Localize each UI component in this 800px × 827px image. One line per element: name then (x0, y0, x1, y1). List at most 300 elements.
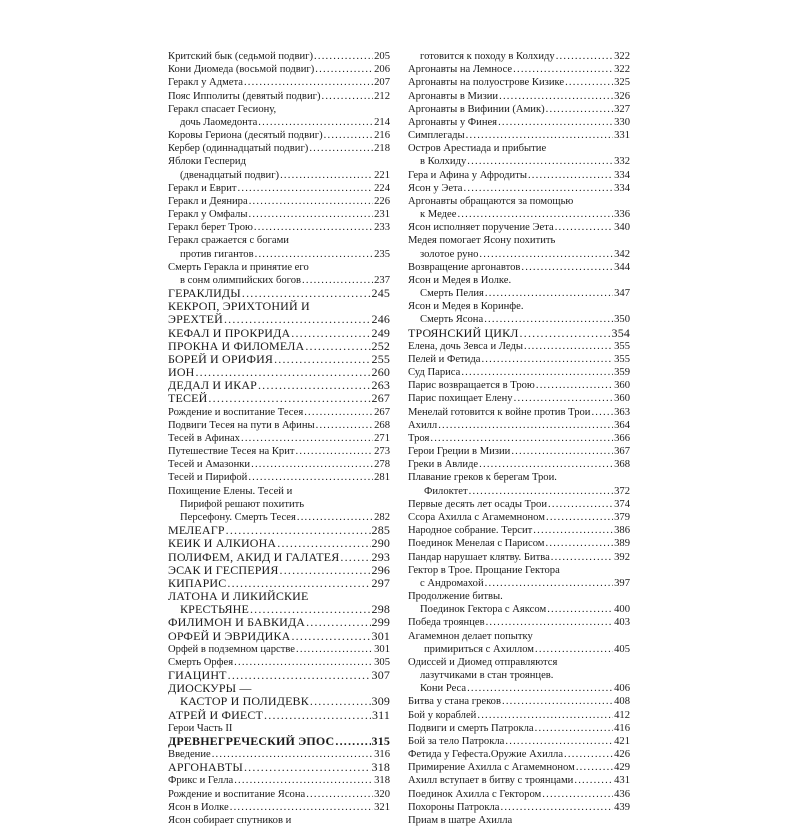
dot-leader (324, 129, 373, 142)
toc-entry (408, 313, 630, 326)
dot-leader (297, 511, 373, 524)
toc-entry-title: Продолжение битвы. (408, 591, 503, 603)
toc-entry-page-number: 271 (374, 432, 390, 444)
dot-leader (316, 419, 374, 432)
dot-leader (535, 643, 613, 656)
dot-leader (224, 313, 371, 326)
toc-entry (408, 788, 630, 801)
toc-entry-title: Ясон и Медея в Коринфе. (408, 301, 524, 313)
toc-entry-page-number: 318 (371, 760, 390, 775)
dot-leader (546, 537, 614, 550)
toc-entry (408, 458, 630, 471)
toc-entry-page-number: 268 (374, 419, 390, 431)
toc-entry (408, 616, 630, 629)
toc-entry-page-number: 416 (614, 722, 630, 734)
toc-entry (408, 116, 630, 129)
dot-leader (438, 419, 613, 432)
toc-entry-title: Орфей в подземном царстве (168, 643, 296, 655)
toc-entry (408, 590, 630, 603)
dot-leader (469, 485, 614, 498)
toc-entry (408, 432, 630, 445)
toc-entry (408, 524, 630, 537)
toc-entry-page-number: 334 (614, 182, 630, 194)
dot-leader (591, 406, 613, 419)
toc-entry (168, 248, 390, 261)
toc-entry-title: примириться с Ахиллом (424, 643, 534, 655)
toc-entry-title: (двенадцатый подвиг) (180, 169, 280, 181)
toc-entry-title: Поединок Гектора с Аяксом (420, 604, 547, 616)
dot-leader (542, 788, 613, 801)
toc-column-left (168, 50, 390, 827)
toc-entry-title: с Андромахой (420, 577, 484, 589)
toc-entry (408, 643, 630, 656)
toc-entry-page-number: 206 (374, 64, 390, 76)
toc-entry-title: Путешествие Тесея на Крит (168, 446, 295, 458)
dot-leader (565, 76, 613, 89)
toc-entry (168, 485, 390, 498)
toc-entry-page-number: 350 (614, 314, 630, 326)
toc-entry-title: Битва у стана греков (408, 696, 501, 708)
dot-leader (340, 551, 370, 564)
toc-entry-page-number: 355 (614, 353, 630, 365)
toc-entry-page-number: 360 (614, 380, 630, 392)
toc-entry (168, 76, 390, 89)
toc-entry-page-number: 400 (614, 604, 630, 616)
toc-entry-title: Кони Реса (420, 683, 467, 695)
toc-entry-page-number: 340 (614, 222, 630, 234)
toc-entry-title: Тесей в Афинах (168, 432, 240, 444)
toc-entry (408, 682, 630, 695)
toc-entry (408, 76, 630, 89)
toc-entry-page-number: 226 (374, 195, 390, 207)
dot-leader (486, 616, 614, 629)
dot-leader (251, 458, 373, 471)
toc-entry-page-number: 318 (374, 775, 390, 787)
toc-entry-title: ДИОСКУРЫ — (168, 681, 252, 696)
toc-entry-page-number: 436 (614, 788, 630, 800)
dot-leader (481, 353, 613, 366)
toc-entry (168, 129, 390, 142)
toc-entry-page-number: 412 (614, 709, 630, 721)
toc-entry-page-number: 431 (614, 775, 630, 787)
toc-entry (408, 814, 630, 827)
toc-entry-page-number: 311 (371, 707, 390, 722)
toc-entry (408, 735, 630, 748)
dot-leader (546, 511, 613, 524)
toc-entry (168, 313, 390, 326)
toc-entry-title: КАСТОР И ПОЛИДЕВК (180, 694, 309, 709)
toc-entry (408, 630, 630, 643)
toc-entry-page-number: 216 (374, 130, 390, 142)
toc-entry-title: Пандар нарушает клятву. Битва (408, 551, 550, 563)
toc-entry-title: ЭРЕХТЕЙ (168, 312, 223, 327)
toc-entry-page-number: 322 (614, 64, 630, 76)
toc-entry-page-number: 364 (614, 419, 630, 431)
toc-entry-page-number: 325 (614, 77, 630, 89)
dot-leader (234, 656, 373, 669)
toc-entry-title: Кони Диомеда (восьмой подвиг) (168, 64, 315, 76)
toc-entry-page-number: 354 (611, 325, 630, 340)
toc-entry (408, 485, 630, 498)
dot-leader (467, 155, 613, 168)
toc-entry-title: Герои Часть II (168, 722, 233, 734)
dot-leader (258, 379, 371, 392)
toc-entry-title: Геракл сражается с богами (168, 235, 289, 247)
toc-entry-title: ЭСАК И ГЕСПЕРИЯ (168, 562, 279, 577)
dot-leader (477, 709, 613, 722)
toc-entry (408, 234, 630, 247)
toc-entry (408, 669, 630, 682)
toc-entry (408, 221, 630, 234)
toc-entry-title: Аргонавты обращаются за помощью (408, 195, 574, 207)
toc-entry (408, 287, 630, 300)
toc-entry-title: ГЕРАКЛИДЫ (168, 286, 241, 301)
toc-entry-title: Ахилл (408, 419, 438, 431)
toc-entry-title: Парис возвращается в Трою (408, 380, 535, 392)
dot-leader (264, 709, 371, 722)
dot-leader (321, 90, 373, 103)
toc-entry (168, 392, 390, 405)
toc-entry-title: ИОН (168, 365, 195, 380)
toc-entry-page-number: 379 (614, 512, 630, 523)
dot-leader (485, 577, 613, 590)
dot-leader (310, 695, 371, 708)
toc-entry-page-number: 408 (614, 696, 630, 708)
toc-entry-title: Елена, дочь Зевса и Леды (408, 340, 523, 352)
toc-entry-title: Поединок Менелая с Парисом (408, 538, 545, 550)
dot-leader (535, 722, 613, 735)
toc-entry-page-number: 235 (374, 248, 390, 260)
toc-entry-page-number: 321 (374, 801, 390, 813)
toc-entry-title: Ясон в Иолке (168, 801, 229, 813)
dot-leader (296, 643, 373, 656)
toc-entry (408, 274, 630, 287)
toc-entry (408, 169, 630, 182)
toc-entry-page-number: 260 (371, 365, 390, 380)
toc-entry-page-number: 360 (614, 393, 630, 405)
toc-entry-page-number: 330 (614, 116, 630, 128)
dot-leader (485, 287, 613, 300)
toc-entry-page-number: 363 (614, 406, 630, 418)
dot-leader (304, 406, 373, 419)
toc-entry (168, 353, 390, 366)
toc-entry (408, 761, 630, 774)
dot-leader (258, 116, 373, 129)
toc-entry-title: Поединок Ахилла с Гектором (408, 788, 542, 800)
toc-entry (408, 537, 630, 550)
toc-entry-title: Аргонавты на Лемносе (408, 64, 513, 76)
toc-entry-page-number: 392 (614, 551, 630, 563)
toc-entry (168, 722, 390, 735)
dot-leader (244, 761, 371, 774)
toc-entry-title: Тесей и Пирифой (168, 472, 248, 484)
toc-entry-title: Ясон и Медея в Иолке. (408, 274, 512, 286)
toc-entry (168, 155, 390, 168)
dot-leader (514, 392, 614, 405)
toc-entry-title: Ясон исполняет поручение Эета (408, 222, 554, 234)
dot-leader (484, 313, 613, 326)
dot-leader (505, 735, 613, 748)
dot-leader (551, 551, 613, 564)
toc-entry (168, 103, 390, 116)
toc-entry (168, 774, 390, 787)
dot-leader (479, 248, 613, 261)
toc-entry-title: КЕФАЛ И ПРОКРИДА (168, 325, 291, 340)
dot-leader (502, 695, 613, 708)
dot-leader (528, 169, 613, 182)
toc-entry-page-number: 307 (371, 668, 390, 683)
dot-leader (254, 221, 373, 234)
toc-entry-title: Геракл берет Трою (168, 222, 253, 234)
toc-entry-title: КЕИК И АЛКИОНА (168, 536, 277, 551)
toc-entry-title: Примирение Ахилла с Агамемноном (408, 762, 575, 774)
dot-leader (464, 182, 614, 195)
toc-entry-page-number: 355 (614, 340, 630, 352)
toc-entry-page-number: 298 (371, 602, 390, 617)
dot-leader (548, 498, 613, 511)
toc-entry-page-number: 273 (374, 446, 390, 458)
toc-entry-page-number: 305 (374, 656, 390, 668)
toc-entry (168, 761, 390, 774)
toc-entry-title: лазутчиками в стан троянцев. (420, 670, 554, 682)
toc-entry-title: Симплегады (408, 130, 465, 142)
toc-entry-title: Греки в Авлиде (408, 459, 479, 471)
toc-entry (168, 445, 390, 458)
dot-leader (248, 471, 373, 484)
toc-entry (168, 472, 390, 485)
toc-entry-title: Менелай готовится к войне против Трои (408, 406, 591, 418)
toc-entry (168, 419, 390, 432)
toc-entry-page-number: 263 (371, 378, 390, 393)
toc-entry-title: Парис похищает Елену (408, 393, 513, 405)
toc-entry-page-number: 282 (374, 512, 390, 523)
toc-entry-title: Медея помогает Ясону похитить (408, 235, 556, 247)
toc-entry-page-number: 327 (614, 103, 630, 115)
toc-entry-title: Пояс Ипполиты (девятый подвиг) (168, 90, 321, 102)
toc-entry-title: Фрикс и Гелла (168, 775, 234, 787)
toc-entry-title: МЕЛЕАГР (168, 523, 225, 538)
toc-entry-title: ОРФЕЙ И ЭВРИДИКА (168, 628, 291, 643)
toc-entry (168, 142, 390, 155)
dot-leader (280, 564, 371, 577)
toc-entry (408, 103, 630, 116)
toc-entry (408, 50, 630, 63)
toc-entry-title: Подвиги Тесея на пути в Афины (168, 419, 315, 431)
toc-entry-page-number: 426 (614, 749, 630, 761)
dot-leader (291, 630, 370, 643)
toc-entry (168, 182, 390, 195)
toc-entry-page-number: 334 (614, 169, 630, 181)
toc-entry-page-number: 281 (374, 472, 390, 484)
toc-column-right (408, 50, 630, 827)
toc-entry (168, 458, 390, 471)
toc-entry (408, 195, 630, 208)
dot-leader (234, 774, 373, 787)
dot-leader (208, 392, 370, 405)
dot-leader (238, 182, 374, 195)
toc-entry-page-number: 233 (374, 222, 390, 234)
toc-entry-title: золотое руно (420, 248, 479, 260)
toc-entry (408, 419, 630, 432)
toc-entry-page-number: 374 (614, 498, 630, 510)
toc-entry-title: Коровы Гериона (десятый подвиг) (168, 130, 323, 142)
toc-entry-title: Критский бык (седьмой подвиг) (168, 50, 313, 62)
toc-entry-title: Агамемнон делает попытку (408, 630, 533, 642)
dot-leader (280, 169, 373, 182)
toc-entry-title: Победа троянцев (408, 617, 485, 629)
toc-entry-title: Суд Париса (408, 367, 461, 379)
toc-entry (168, 695, 390, 708)
toc-entry (168, 340, 390, 353)
dot-leader (500, 801, 613, 814)
dot-leader (430, 432, 613, 445)
dot-leader (296, 445, 374, 458)
toc-entry-page-number: 359 (614, 367, 630, 379)
toc-entry-title: против гигантов (180, 248, 254, 260)
toc-entry (168, 564, 390, 577)
toc-entry-title: Возвращение аргонавтов (408, 261, 521, 273)
toc-entry-page-number: 368 (614, 459, 630, 471)
dot-leader (274, 353, 370, 366)
toc-entry-page-number: 301 (371, 628, 390, 643)
toc-entry (408, 445, 630, 458)
toc-entry-title: Смерть Геракла и принятие его (168, 261, 309, 273)
dot-leader (335, 735, 370, 748)
dot-leader (277, 537, 370, 550)
toc-entry (408, 656, 630, 669)
toc-entry (408, 142, 630, 155)
toc-entry-title: Герои Греции в Мизии (408, 446, 511, 458)
dot-leader (564, 748, 613, 761)
toc-entry-title: КИПАРИС (168, 575, 227, 590)
toc-entry-page-number: 347 (614, 288, 630, 300)
toc-entry-page-number: 214 (374, 116, 390, 128)
toc-entry (408, 248, 630, 261)
toc-entry (168, 551, 390, 564)
toc-entry (408, 366, 630, 379)
toc-entry-title: Смерть Пелия (420, 288, 484, 300)
toc-entry-title: Гектор в Трое. Прощание Гектора (408, 564, 560, 576)
dot-leader (513, 63, 613, 76)
toc-entry-title: дочь Лаомедонта (180, 116, 258, 128)
toc-entry (168, 90, 390, 103)
dot-leader (467, 682, 613, 695)
toc-entry-title: Аргонавты в Вифинии (Амик) (408, 103, 545, 115)
dot-leader (547, 603, 613, 616)
toc-entry (408, 511, 630, 524)
toc-entry (168, 709, 390, 722)
toc-entry-title: Одиссей и Диомед отправляются (408, 656, 558, 668)
toc-entry-page-number: 299 (371, 615, 390, 630)
toc-entry-title: Пелей и Фетида (408, 353, 481, 365)
toc-entry-title: Геракл и Деянира (168, 195, 248, 207)
toc-entry-title: Троя (408, 432, 430, 444)
toc-entry (168, 169, 390, 182)
toc-entry-title: Ясон у Эета (408, 182, 463, 194)
toc-entry-title: Похищение Елены. Тесей и (168, 485, 293, 497)
toc-entry-page-number: 439 (614, 801, 630, 813)
toc-entry-page-number: 429 (614, 762, 630, 774)
toc-entry-page-number: 285 (371, 523, 390, 538)
toc-entry-title: Аргонавты на полуострове Кизике (408, 77, 565, 89)
toc-entry-page-number: 332 (614, 156, 630, 168)
toc-entry (168, 432, 390, 445)
toc-entry-page-number: 403 (614, 617, 630, 629)
dot-leader (249, 195, 373, 208)
toc-entry-page-number: 315 (371, 733, 390, 748)
toc-entry-title: Тесей и Амазонки (168, 459, 251, 471)
dot-leader (291, 327, 370, 340)
dot-leader (309, 142, 373, 155)
dot-leader (555, 221, 613, 234)
toc-entry-title: Подвиги и смерть Патрокла (408, 722, 534, 734)
toc-entry-page-number: 421 (614, 735, 630, 747)
toc-entry (408, 90, 630, 103)
toc-entry-page-number: 301 (374, 643, 390, 655)
toc-entry (168, 63, 390, 76)
toc-entry-page-number: 386 (614, 525, 630, 537)
toc-entry (408, 551, 630, 564)
toc-entry-page-number: 267 (374, 406, 390, 418)
toc-entry-page-number: 212 (374, 90, 390, 102)
toc-entry (168, 801, 390, 814)
toc-entry-page-number: 326 (614, 90, 630, 102)
dot-leader (498, 116, 613, 129)
toc-entry (168, 234, 390, 247)
toc-entry-title: Похороны Патрокла (408, 801, 500, 813)
toc-entry-page-number: 336 (614, 209, 630, 221)
dot-leader (230, 801, 373, 814)
toc-entry-title: ДРЕВНЕГРЕЧЕСКИЙ ЭПОС (168, 733, 335, 748)
toc-entry-page-number: 389 (614, 538, 630, 550)
dot-leader (314, 50, 373, 63)
toc-entry-page-number: 255 (371, 351, 390, 366)
toc-entry-title: ДЕДАЛ И ИКАР (168, 378, 257, 393)
toc-entry-title: Введение (168, 749, 211, 761)
toc-entry-title: готовится к походу в Колхиду (420, 50, 555, 62)
toc-entry (168, 814, 390, 827)
toc-entry-page-number: 218 (374, 143, 390, 155)
toc-entry-page-number: 406 (614, 683, 630, 695)
toc-entry (408, 261, 630, 274)
toc-entry-title: Кербер (одиннадцатый подвиг) (168, 143, 309, 155)
dot-leader (546, 103, 613, 116)
toc-entry (408, 774, 630, 787)
toc-entry (408, 129, 630, 142)
toc-entry (168, 735, 390, 748)
toc-entry (168, 498, 390, 511)
toc-entry (408, 564, 630, 577)
dot-leader (511, 445, 613, 458)
toc-entry-title: АРГОНАВТЫ (168, 760, 243, 775)
toc-entry-title: Геракл у Адмета (168, 77, 243, 89)
toc-entry-title: ЛАТОНА И ЛИКИЙСКИЕ (168, 589, 309, 604)
toc-entry (408, 182, 630, 195)
toc-entry-page-number: 231 (374, 209, 390, 221)
toc-entry-title: БОРЕЙ И ОРИФИЯ (168, 351, 274, 366)
toc-entry (168, 195, 390, 208)
dot-leader (315, 63, 373, 76)
dot-leader (521, 261, 613, 274)
dot-leader (306, 788, 373, 801)
toc-entry (168, 261, 390, 274)
toc-entry-title: Бой за тело Патрокла (408, 735, 505, 747)
dot-leader (305, 340, 370, 353)
dot-leader (574, 774, 613, 787)
toc-entry (168, 537, 390, 550)
toc-entry-title: Геракл и Еврит (168, 182, 237, 194)
toc-entry-page-number: 320 (374, 788, 390, 800)
